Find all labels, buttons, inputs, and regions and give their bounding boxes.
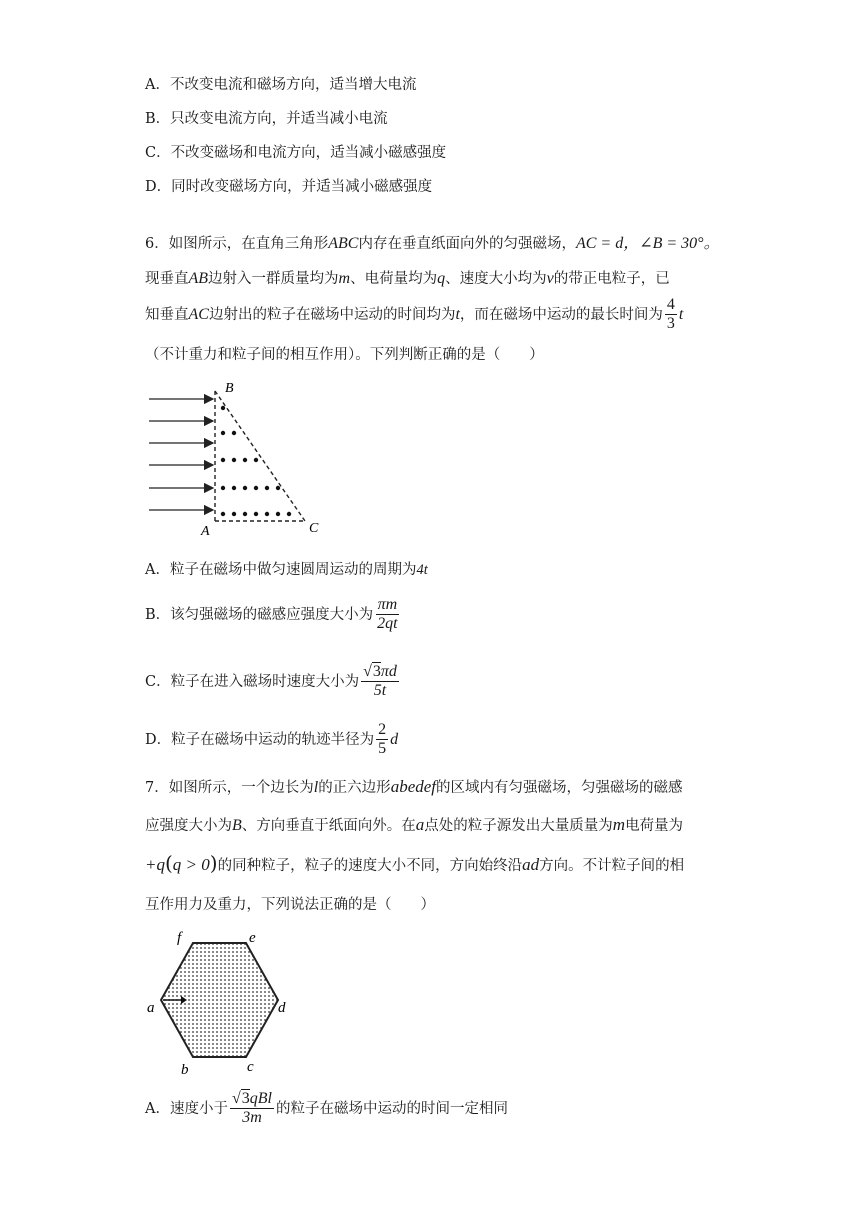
label-a: a — [147, 1000, 155, 1016]
q6-triangle-figure — [145, 378, 330, 538]
q6-text: ，而在磁场中运动的最长时间为 — [459, 306, 663, 323]
q6-var-v: v — [546, 270, 554, 287]
q6-option-b-fraction — [375, 596, 399, 634]
label-c: C — [309, 521, 319, 536]
q7-text: 的正六边形 — [318, 780, 391, 796]
label-d: d — [278, 1000, 286, 1016]
q6-option-a-text: A．粒子在磁场中做匀速圆周运动的周期为 — [145, 562, 417, 578]
q7-var-a: a — [415, 815, 425, 834]
q7-stem-line-4: 互作用力及重力，下列说法正确的是（ ） — [145, 897, 435, 913]
q7-var-b: B — [232, 817, 242, 834]
q7-text: 、方向垂直于纸面向外。在 — [241, 818, 416, 834]
sqrt-symbol: √3 — [363, 663, 381, 680]
frac-num: 2 — [376, 721, 388, 740]
incoming-arrows — [149, 399, 213, 510]
frac-num: πm — [376, 596, 400, 615]
q7-text: 电荷量为 — [625, 818, 684, 834]
q6-text: 边射出的粒子在磁场中运动的时间均为 — [208, 306, 456, 323]
sqrt-symbol: √3 — [231, 1090, 250, 1107]
q6-text: 边射入一群质量均为 — [208, 271, 339, 287]
q6-var-abc: ABC — [328, 235, 359, 252]
q7-option-a-fraction — [230, 1090, 274, 1128]
frac-den: 5 — [378, 740, 387, 758]
q7-text: 7．如图所示，一个边长为 — [145, 780, 314, 796]
q7-text: 方向。不计粒子间的相 — [539, 858, 685, 874]
q5-option-d: D．同时改变磁场方向，并适当减小磁感强度 — [145, 179, 433, 195]
q6-option-a — [145, 558, 428, 579]
q7-text: 点处的粒子源发出大量质量为 — [424, 818, 613, 834]
q6-text: 6．如图所示，在直角三角形 — [145, 236, 329, 252]
q6-option-b-text: B．该匀强磁场的磁感应强度大小为 — [145, 606, 374, 623]
q6-condition: AC = d，∠B = 30°。 — [575, 235, 720, 252]
q7-stem-line-2 — [145, 814, 683, 835]
label-f: f — [177, 930, 182, 946]
frac-den: 2qt — [377, 615, 398, 633]
sqrt-radicand: 3 — [372, 663, 381, 680]
q7-condition: q > 0 — [172, 855, 210, 874]
q7-text: 的同种粒子，粒子的速度大小不同，方向始终沿 — [217, 858, 523, 874]
q7-option-a — [145, 1090, 508, 1128]
q6-option-b — [145, 596, 402, 634]
q6-option-a-value: 4t — [416, 562, 428, 578]
q6-fraction — [665, 296, 677, 334]
q6-option-c-fraction — [361, 663, 399, 701]
q6-var-t: t — [678, 305, 684, 323]
q6-text: 内存在垂直纸面向外的匀强磁场， — [358, 236, 576, 252]
q7-charge: +q — [145, 855, 165, 874]
q6-stem-line-4: （不计重力和粒子间的相互作用）。下列判断正确的是（ ） — [145, 347, 544, 363]
q6-text: 知垂直 — [145, 306, 189, 323]
q6-stem-line-3 — [145, 296, 683, 334]
frac-num-var: πd — [380, 663, 397, 680]
q6-option-d-fraction — [376, 721, 388, 759]
q7-hexagon-figure — [143, 926, 293, 1076]
q5-option-c: C．不改变磁场和电流方向，适当减小磁感强度 — [145, 145, 447, 161]
q5-option-b: B．只改变电流方向，并适当减小电流 — [145, 111, 388, 127]
q6-text: 、电荷量均为 — [350, 271, 438, 287]
q6-var-q: q — [437, 270, 446, 287]
label-c: c — [247, 1059, 254, 1075]
q7-stem-line-3: +q(q > 0)的同种粒子，粒子的速度大小不同，方向始终沿ad方向。不计粒子间的相 — [145, 851, 685, 875]
q7-text: 的区域内有匀强磁场，匀强磁场的磁感 — [436, 780, 683, 796]
q6-frac-num: 4 — [665, 296, 677, 315]
q6-stem-line-2 — [145, 267, 670, 288]
triangle-edges — [215, 391, 305, 521]
frac-num-var: qBl — [249, 1090, 272, 1107]
q7-var-m: m — [612, 815, 626, 834]
q7-var-l: l — [313, 779, 319, 796]
q6-option-d — [145, 721, 398, 759]
q6-option-c-text: C．粒子在进入磁场时速度大小为 — [145, 673, 360, 690]
q7-stem-line-1 — [145, 776, 683, 797]
label-a: A — [201, 524, 210, 538]
frac-den: 5t — [373, 682, 387, 700]
field-dots — [221, 406, 291, 516]
q6-text: 的带正电粒子，已 — [553, 271, 670, 287]
q7-var-hexagon: abedef — [390, 777, 437, 796]
q6-var-m: m — [338, 270, 351, 287]
q6-option-d-text: D．粒子在磁场中运动的轨迹半径为 — [145, 731, 375, 748]
q6-frac-den: 3 — [666, 315, 675, 333]
q6-text: 、速度大小均为 — [445, 271, 547, 287]
q7-option-a-text-end: 的粒子在磁场中运动的时间一定相同 — [275, 1100, 508, 1117]
edge-bc — [215, 391, 305, 521]
q6-var-ab: AB — [188, 270, 209, 287]
q6-var-ac: AC — [188, 305, 209, 323]
q6-var-t: t — [455, 305, 460, 323]
q7-var-ad: ad — [522, 855, 540, 874]
sqrt-radicand: 3 — [241, 1090, 250, 1107]
q7-option-a-text: A．速度小于 — [145, 1100, 228, 1117]
q7-text: 应强度大小为 — [145, 818, 232, 834]
q6-text: 现垂直 — [145, 271, 189, 287]
q5-option-a: A．不改变电流和磁场方向，适当增大电流 — [145, 77, 417, 93]
label-b: B — [225, 381, 234, 396]
label-e: e — [249, 930, 256, 946]
q6-stem-line-1 — [145, 230, 720, 253]
frac-den: 3m — [242, 1109, 262, 1127]
label-b: b — [181, 1062, 189, 1076]
q6-option-c — [145, 663, 401, 701]
q6-option-d-var: d — [390, 730, 399, 748]
